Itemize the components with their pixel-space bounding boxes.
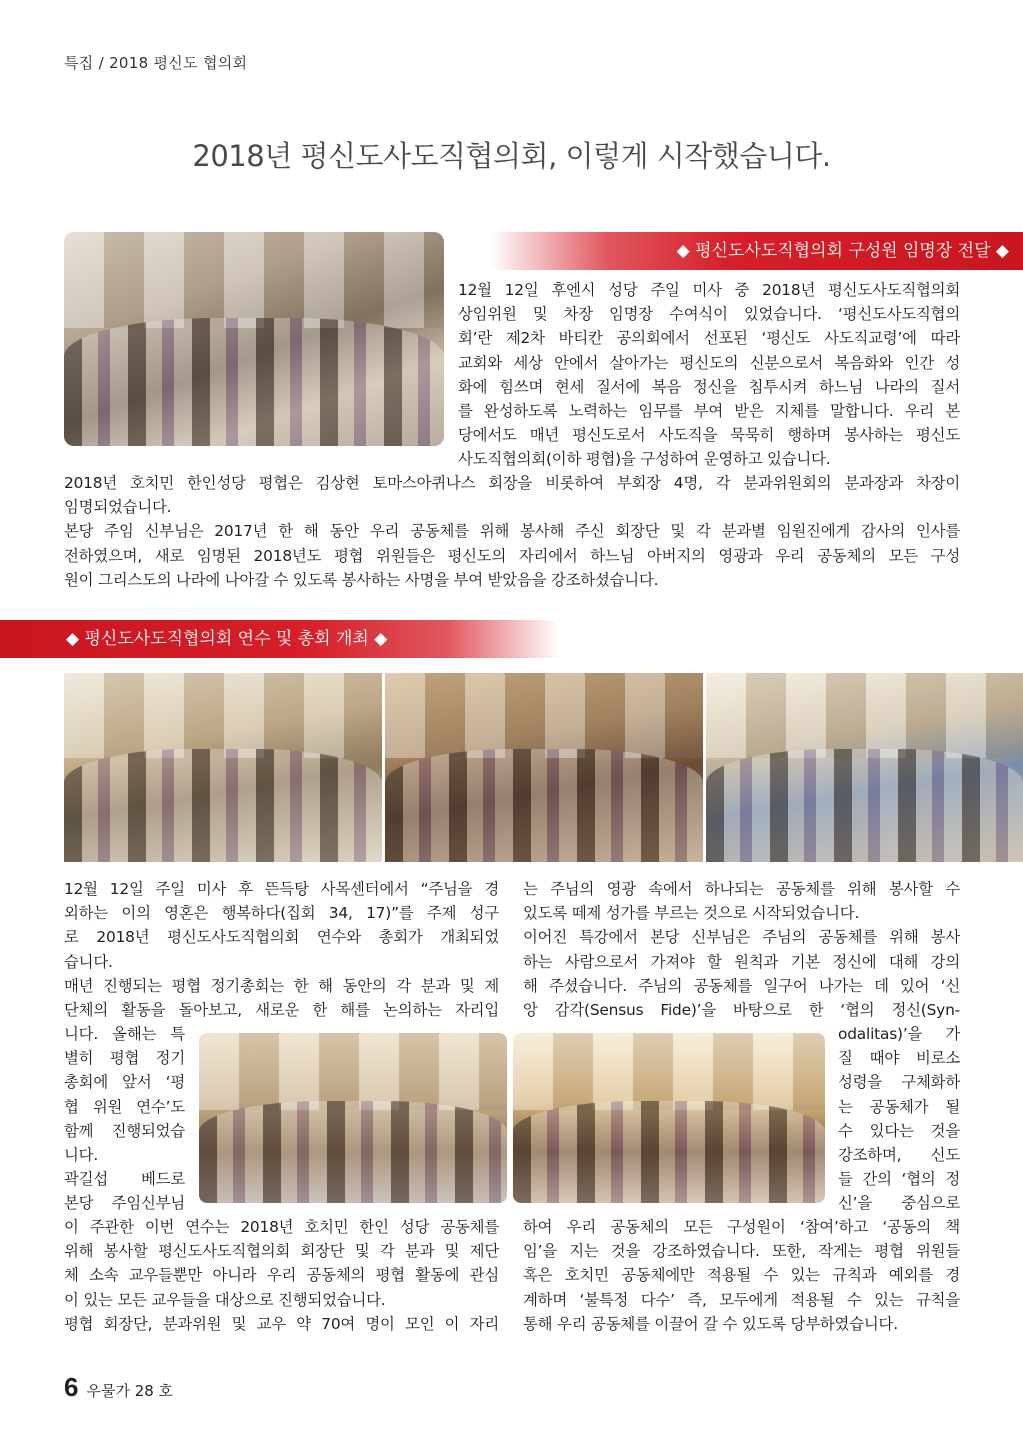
text-line: 곽길섭 베드로 bbox=[64, 1170, 185, 1189]
issue-label: 우물가 28 호 bbox=[86, 1382, 174, 1400]
text-line: 본당 주임신부님 bbox=[64, 1194, 185, 1213]
text-line: 위해 봉사할 평신도사도직협의회 회장단 및 각 분과 및 제단 bbox=[64, 1242, 499, 1261]
text-line: 함께 진행되었습 bbox=[64, 1121, 185, 1140]
text-line: 외하는 이의 영혼은 행복하다(집회 34, 17)”를 주제 성구 bbox=[64, 904, 499, 923]
section2-right-bottom bbox=[523, 1215, 960, 1336]
text-line: 회’란 제2차 바티칸 공의회에서 선포된 ‘평신도 사도직교령’에 따라 bbox=[458, 329, 960, 348]
singing-photo bbox=[513, 1033, 825, 1203]
page-footer bbox=[64, 1372, 173, 1402]
text-line: 평협 회장단, 분과위원 및 교우 약 70여 명이 모인 이 자리 bbox=[64, 1314, 499, 1333]
text-line: 해 주셨습니다. 주님의 공동체를 일구어 나가는 데 있어 ‘신 bbox=[523, 976, 960, 995]
page-number: 6 bbox=[64, 1372, 79, 1402]
text-line: 신’을 중심으로 bbox=[838, 1194, 960, 1213]
group-photo-discussion bbox=[706, 673, 1023, 862]
text-line: 앙 감각(Sensus Fide)’을 바탕으로 한 ‘협의 정신(Syn- bbox=[523, 1001, 960, 1020]
text-line: 12월 12일 후엔시 성당 주일 미사 중 2018년 평신도사도직협의회 bbox=[458, 281, 960, 299]
section2-left-top bbox=[64, 877, 499, 1022]
section2-left-bottom bbox=[64, 1215, 499, 1336]
section1-intro bbox=[458, 278, 960, 472]
text-line: 매년 진행되는 평협 정기총회는 한 해 동안의 각 분과 및 제 bbox=[64, 976, 499, 995]
text-line: 상임위원 및 차장 임명장 수여식이 있었습니다. ‘평신도사도직협의 bbox=[458, 305, 960, 324]
section2-right-top bbox=[523, 877, 960, 1022]
text-line: 협 위원 연수’도 bbox=[64, 1097, 185, 1116]
text-line: 는 주님의 영광 속에서 하나되는 공동체를 위해 봉사할 수 bbox=[523, 880, 960, 898]
section2-left-narrow bbox=[64, 1022, 185, 1216]
text-line: 있도록 떼제 성가를 부르는 것으로 시작되었습니다. bbox=[523, 904, 860, 923]
text-line: 총회에 앞서 ‘평 bbox=[64, 1073, 185, 1092]
text-line: 12월 12일 주일 미사 후 뜬득탕 사목센터에서 “주님을 경 bbox=[64, 880, 499, 898]
text-line: 들 간의 ‘협의 정 bbox=[838, 1170, 960, 1189]
text-line: 단체의 활동을 돌아보고, 새로운 한 해를 논의하는 자리입 bbox=[64, 1001, 499, 1020]
lecture-photo bbox=[199, 1033, 507, 1203]
text-line: 혹은 호치민 공동체에만 적용될 수 있는 규칙과 예외를 경 bbox=[523, 1266, 960, 1285]
text-line: 계하며 ‘불특정 다수’ 즉, 모두에게 적용될 수 있는 규칙을 bbox=[523, 1290, 960, 1309]
text-line: odalitas)’을 가 bbox=[838, 1025, 960, 1043]
text-line: 이어진 특강에서 본당 신부님은 주님의 공동체를 위해 봉사 bbox=[523, 928, 960, 947]
text-line: 로 2018년 평신도사도직협의회 연수와 총회가 개최되었 bbox=[64, 928, 499, 947]
text-line: 사도직협의회(이하 평협)을 구성하여 운영하고 있습니다. bbox=[458, 450, 831, 469]
text-line: 2018년 호치민 한인성당 평협은 김상현 토마스아퀴나스 회장을 비롯하여 부회장 4명, 각 분과위원회의 분과장과 차장이 bbox=[64, 474, 960, 492]
section-heading-appointment: ◆ 평신도사도직협의회 구성원 임명장 전달 ◆ bbox=[490, 232, 1023, 270]
text-line: 화에 힘쓰며 현세 질서에 복음 정신을 침투시켜 하느님 나라의 질서 bbox=[458, 377, 960, 396]
text-line: 체 소속 교우들뿐만 아니라 우리 공동체의 평협 활동에 관심 bbox=[64, 1266, 499, 1285]
text-line: 를 완성하도록 노력하는 임무를 부여 받은 지체를 말합니다. 우리 본 bbox=[458, 402, 960, 421]
text-line: 니다. bbox=[64, 1146, 99, 1165]
text-line: 니다. 올해는 특 bbox=[64, 1025, 185, 1043]
text-line: 교회와 세상 안에서 살아가는 평신도의 신분으로서 복음화와 인간 성 bbox=[458, 353, 960, 372]
text-line: 전하였으며, 새로 임명된 2018년도 평협 위원들은 평신도의 자리에서 하느님 아버지의 영광과 우리 공동체의 모든 구성 bbox=[64, 546, 960, 565]
text-line: 이 주관한 이번 연수는 2018년 호치민 한인 성당 공동체를 bbox=[64, 1218, 499, 1236]
text-line: 별히 평협 정기 bbox=[64, 1049, 185, 1068]
text-line: 통해 우리 공동체를 이끌어 갈 수 있도록 당부하였습니다. bbox=[523, 1314, 898, 1333]
section2-right-narrow bbox=[838, 1022, 960, 1216]
text-line: 임명되었습니다. bbox=[64, 498, 172, 517]
text-line: 하는 사람으로서 가져야 할 원칙과 기본 정신에 대해 강의 bbox=[523, 952, 960, 971]
text-line: 는 공동체가 될 bbox=[838, 1097, 960, 1116]
ceremony-photo bbox=[64, 232, 444, 446]
text-line: 원이 그리스도의 나라에 나아갈 수 있도록 봉사하는 사명을 부여 받았음을 강조하셨습니다. bbox=[64, 570, 659, 589]
text-line: 당에서도 매년 평신도로서 사도직을 묵묵히 행하며 봉사하는 평신도 bbox=[458, 426, 960, 445]
section-heading-training: ◆ 평신도사도직협의회 연수 및 총회 개최 ◆ bbox=[0, 620, 560, 658]
text-line: 성령을 구체화하 bbox=[838, 1073, 960, 1092]
text-line: 이 있는 모든 교우들을 대상으로 진행되었습니다. bbox=[64, 1290, 386, 1309]
text-line: 하여 우리 공동체의 모든 구성원이 ‘참여’하고 ‘공동의 책 bbox=[523, 1218, 960, 1236]
section1-body bbox=[64, 471, 960, 592]
page-title: 2018년 평신도사도직협의회, 이렇게 시작했습니다. bbox=[192, 139, 831, 173]
text-line: 임’을 지는 것을 강조하였습니다. 또한, 작게는 평협 위원들 bbox=[523, 1242, 960, 1261]
group-photo-circle bbox=[385, 673, 703, 862]
group-photo-tables bbox=[64, 673, 382, 862]
text-line: 강조하며, 신도 bbox=[838, 1146, 960, 1165]
text-line: 질 때야 비로소 bbox=[838, 1049, 960, 1068]
breadcrumb: 특집 / 2018 평신도 협의회 bbox=[64, 54, 248, 72]
text-line: 수 있다는 것을 bbox=[838, 1121, 960, 1140]
text-line: 본당 주임 신부님은 2017년 한 해 동안 우리 공동체를 위해 봉사해 주신 회장단 및 각 분과별 임원진에게 감사의 인사를 bbox=[64, 522, 960, 541]
text-line: 습니다. bbox=[64, 952, 113, 971]
